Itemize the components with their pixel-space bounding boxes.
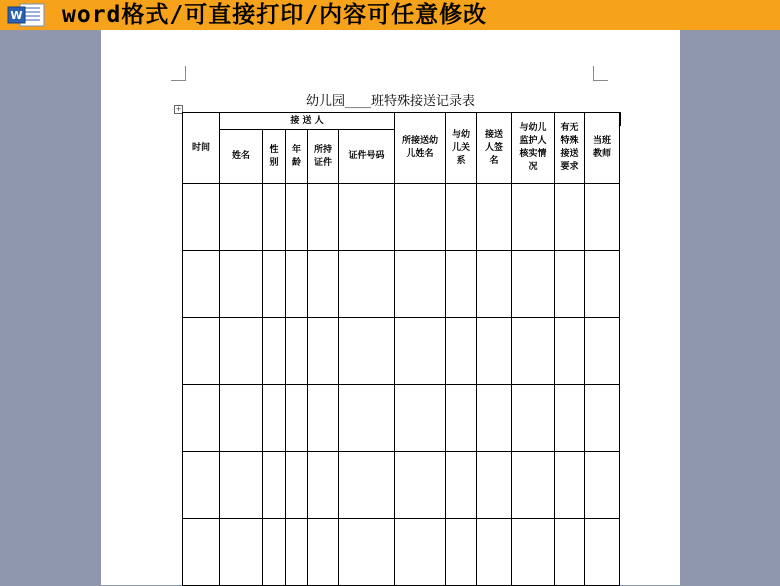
pickup-record-table bbox=[182, 112, 620, 586]
table-cell[interactable] bbox=[477, 385, 512, 452]
header-signature[interactable]: 接送人签名 bbox=[477, 113, 512, 184]
table-row bbox=[183, 251, 620, 318]
table-cell[interactable] bbox=[512, 318, 555, 385]
table-row bbox=[183, 184, 620, 251]
table-cell[interactable] bbox=[286, 385, 308, 452]
table-cell[interactable] bbox=[308, 385, 339, 452]
table-cell[interactable] bbox=[263, 519, 286, 586]
table-cell[interactable] bbox=[395, 452, 446, 519]
table-cell[interactable] bbox=[286, 251, 308, 318]
table-row bbox=[183, 519, 620, 586]
header-time[interactable]: 时间 bbox=[183, 113, 220, 184]
table-cell[interactable] bbox=[183, 184, 220, 251]
table-cell[interactable] bbox=[555, 452, 585, 519]
table-cell[interactable] bbox=[477, 184, 512, 251]
table-cell[interactable] bbox=[555, 184, 585, 251]
table-cell[interactable] bbox=[286, 184, 308, 251]
table-cell[interactable] bbox=[308, 318, 339, 385]
table-cell[interactable] bbox=[183, 318, 220, 385]
table-cell[interactable] bbox=[339, 318, 395, 385]
table-cell[interactable] bbox=[220, 385, 263, 452]
table-body bbox=[183, 184, 620, 586]
table-cell[interactable] bbox=[477, 251, 512, 318]
table-cell[interactable] bbox=[477, 452, 512, 519]
table-cell[interactable] bbox=[308, 452, 339, 519]
table-cell[interactable] bbox=[512, 251, 555, 318]
header-gender[interactable]: 性别 bbox=[263, 130, 286, 184]
table-cell[interactable] bbox=[395, 385, 446, 452]
banner-text: word格式/可直接打印/内容可任意修改 bbox=[62, 2, 488, 28]
table-cell[interactable] bbox=[263, 251, 286, 318]
table-cell[interactable] bbox=[446, 385, 477, 452]
header-age[interactable]: 年龄 bbox=[286, 130, 308, 184]
table-cell[interactable] bbox=[477, 318, 512, 385]
table-cell[interactable] bbox=[555, 519, 585, 586]
table-cell[interactable] bbox=[183, 519, 220, 586]
header-teacher[interactable]: 当班教师 bbox=[585, 113, 620, 184]
table-cell[interactable] bbox=[512, 184, 555, 251]
table-cell[interactable] bbox=[339, 251, 395, 318]
table-cell[interactable] bbox=[395, 519, 446, 586]
table-cell[interactable] bbox=[263, 184, 286, 251]
table-row bbox=[183, 452, 620, 519]
table-row bbox=[183, 318, 620, 385]
table-cell[interactable] bbox=[585, 385, 620, 452]
table-cell[interactable] bbox=[339, 519, 395, 586]
table-cell[interactable] bbox=[263, 318, 286, 385]
table-cell[interactable] bbox=[512, 519, 555, 586]
table-cell[interactable] bbox=[446, 184, 477, 251]
table-cell[interactable] bbox=[220, 184, 263, 251]
table-cell[interactable] bbox=[220, 318, 263, 385]
table-cell[interactable] bbox=[395, 318, 446, 385]
header-special-request[interactable]: 有无特殊接送要求 bbox=[555, 113, 585, 184]
table-cell[interactable] bbox=[585, 519, 620, 586]
table-cell[interactable] bbox=[308, 184, 339, 251]
header-name[interactable]: 姓名 bbox=[220, 130, 263, 184]
word-document-icon bbox=[6, 3, 50, 27]
table-cell[interactable] bbox=[446, 519, 477, 586]
table-cell[interactable] bbox=[339, 184, 395, 251]
table-cell[interactable] bbox=[286, 519, 308, 586]
table-cell[interactable] bbox=[183, 251, 220, 318]
header-relation[interactable]: 与幼儿关系 bbox=[446, 113, 477, 184]
table-cell[interactable] bbox=[220, 452, 263, 519]
table-cell[interactable] bbox=[446, 452, 477, 519]
svg-text:W: W bbox=[10, 9, 23, 22]
header-guardian-check[interactable]: 与幼儿监护人核实情况 bbox=[512, 113, 555, 184]
table-cell[interactable] bbox=[555, 251, 585, 318]
table-cell[interactable] bbox=[585, 452, 620, 519]
table-cell[interactable] bbox=[585, 184, 620, 251]
table-cell[interactable] bbox=[308, 519, 339, 586]
table-move-handle-icon[interactable]: + bbox=[175, 105, 182, 113]
table-cell[interactable] bbox=[183, 452, 220, 519]
header-pickup-person[interactable]: 接 送 人 bbox=[220, 113, 395, 130]
margin-corner-left bbox=[171, 66, 186, 81]
table-cell[interactable] bbox=[339, 452, 395, 519]
table-cell[interactable] bbox=[183, 385, 220, 452]
table-cell[interactable] bbox=[220, 251, 263, 318]
table-cell[interactable] bbox=[512, 385, 555, 452]
table-cell[interactable] bbox=[395, 184, 446, 251]
document-page bbox=[101, 30, 680, 585]
table-cell[interactable] bbox=[395, 251, 446, 318]
table-cell[interactable] bbox=[286, 452, 308, 519]
document-title[interactable]: 幼儿园____班特殊接送记录表 bbox=[305, 94, 475, 109]
table-cell[interactable] bbox=[446, 318, 477, 385]
table-cell[interactable] bbox=[339, 385, 395, 452]
table-cell[interactable] bbox=[555, 385, 585, 452]
table-cell[interactable] bbox=[585, 318, 620, 385]
table-cell[interactable] bbox=[263, 385, 286, 452]
table-cell[interactable] bbox=[220, 519, 263, 586]
table-cell[interactable] bbox=[477, 519, 512, 586]
header-id-number[interactable]: 证件号码 bbox=[339, 130, 395, 184]
header-id-document[interactable]: 所持证件 bbox=[308, 130, 339, 184]
table-cell[interactable] bbox=[286, 318, 308, 385]
table-row bbox=[183, 385, 620, 452]
table-cell[interactable] bbox=[585, 251, 620, 318]
table-cell[interactable] bbox=[555, 318, 585, 385]
promo-banner bbox=[0, 0, 780, 30]
table-cell[interactable] bbox=[446, 251, 477, 318]
table-cell[interactable] bbox=[263, 452, 286, 519]
header-child-name[interactable]: 所接送幼儿姓名 bbox=[395, 113, 446, 184]
table-cell[interactable] bbox=[512, 452, 555, 519]
margin-corner-right bbox=[593, 66, 608, 81]
table-cell[interactable] bbox=[308, 251, 339, 318]
